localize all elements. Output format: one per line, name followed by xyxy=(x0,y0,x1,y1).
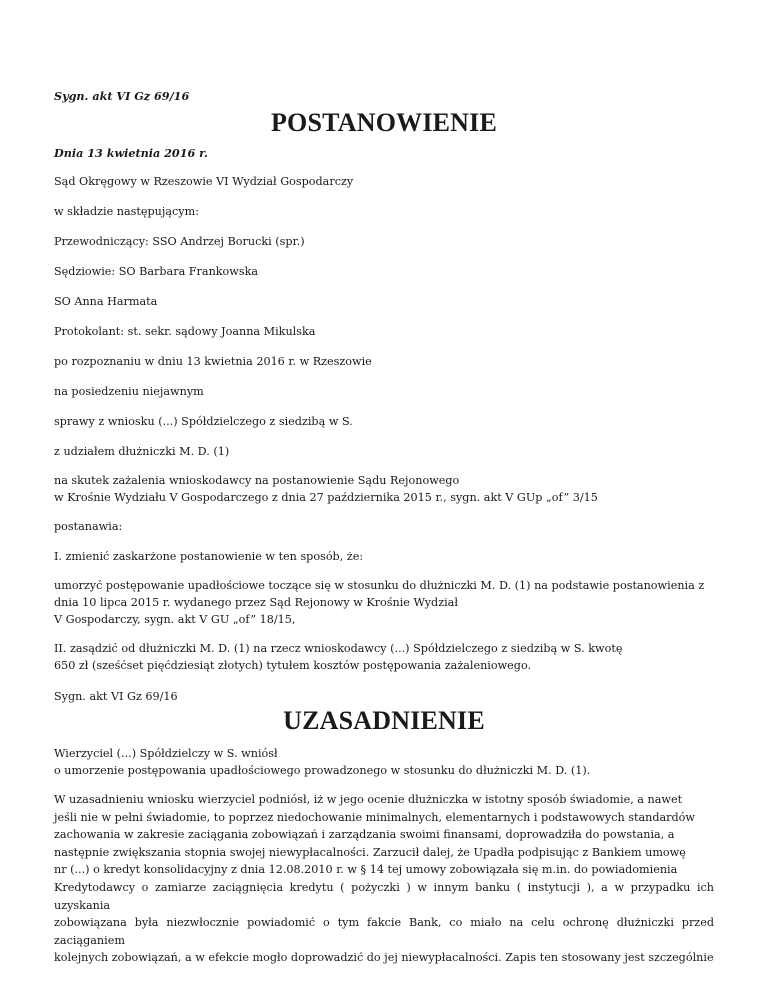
ruling-1-detail-line-3: V Gospodarczy, sygn. akt V GU „of” 18/15, xyxy=(54,613,296,626)
justification-title: UZASADNIENIE xyxy=(283,706,485,735)
decides-label: postanawia: xyxy=(54,520,123,533)
appeal-line-1: na skutek zażalenia wnioskodawcy na postanowienie Sądu Rejonowego xyxy=(54,474,460,487)
judge-second: SO Anna Harmata xyxy=(54,295,158,308)
justification-intro-line-2: o umorzenie postępowania upadłościowego prowadzonego w stosunku do dłużniczki M. D. (1). xyxy=(54,764,591,777)
paragraph-line: następnie zwiększania stopnia swojej niewypłacalności. Zarzucił dalej, że Upadła podpisując z Bankiem umowę xyxy=(54,845,686,859)
judges: Sędziowie: SO Barbara Frankowska xyxy=(54,265,259,278)
participant: z udziałem dłużniczki M. D. (1) xyxy=(54,445,230,458)
paragraph-line: kolejnych zobowiązań, a w efekcie mogło doprowadzić do jej niewypłacalności. Zapis ten stosowany jest szczególnie xyxy=(54,951,714,965)
ruling-1-detail-line-2: dnia 10 lipca 2015 r. wydanego przez Sąd Rejonowy w Krośnie Wydział xyxy=(54,596,458,609)
ruling-1: I. zmienić zaskarżone postanowienie w ten sposób, że: xyxy=(54,550,364,563)
ruling-2-line-2: 650 zł (sześćset pięćdziesiąt złotych) tytułem kosztów postępowania zażaleniowego. xyxy=(54,659,532,672)
presiding-judge: Przewodniczący: SSO Andrzej Borucki (spr.) xyxy=(54,235,305,248)
paragraph-line: W uzasadnieniu wniosku wierzyciel podniósł, iż w jego ocenie dłużniczka w istotny sposób świadomie, a nawet xyxy=(54,793,683,806)
justification-intro-line-1: Wierzyciel (...) Spółdzielczy w S. wniósł xyxy=(54,747,278,760)
justification-case-number: Sygn. akt VI Gz 69/16 xyxy=(54,690,178,703)
paragraph-line: Kredytodawcy o zamiarze zaciągnięcia kredytu ( pożyczki ) w innym banku ( instytucji ), a w przypadku ich uzyskania xyxy=(54,880,714,912)
justification-paragraph xyxy=(54,791,714,967)
ruling-1-detail-line-1: umorzyć postępowanie upadłościowe toczące się w stosunku do dłużniczki M. D. (1) na podstawie postanowienia z xyxy=(54,579,705,592)
paragraph-line: zobowiązana była niezwłocznie powiadomić o tym fakcie Bank, co miało na celu ochronę dłużniczki przed zaciąganiem xyxy=(54,916,714,947)
paragraph-line: nr (...) o kredyt konsolidacyjny z dnia 12.08.2010 r. w § 14 tej umowy zobowiązała się m.in. do powiadomienia xyxy=(54,863,678,877)
session-type: na posiedzeniu niejawnym xyxy=(54,385,204,398)
decision-date: Dnia 13 kwietnia 2016 r. xyxy=(54,146,208,160)
paragraph-line: jeśli nie w pełni świadomie, to poprzez niedochowanie minimalnych, elementarnych i podstawowych standardów xyxy=(54,810,695,824)
appeal-line-2: w Krośnie Wydziału V Gospodarczego z dnia 27 października 2015 r., sygn. akt V GUp „of” 3/15 xyxy=(54,491,598,504)
court-name: Sąd Okręgowy w Rzeszowie VI Wydział Gospodarczy xyxy=(54,175,354,188)
hearing-info: po rozpoznaniu w dniu 13 kwietnia 2016 r. w Rzeszowie xyxy=(54,355,372,368)
clerk: Protokolant: st. sekr. sądowy Joanna Mikulska xyxy=(54,325,316,338)
ruling-2-line-1: II. zasądzić od dłużniczki M. D. (1) na rzecz wnioskodawcy (...) Spółdzielczego z siedzibą w S. kwotę xyxy=(54,642,623,655)
case-number: Sygn. akt VI Gz 69/16 xyxy=(54,89,190,103)
document-title: POSTANOWIENIE xyxy=(270,108,498,137)
case-description: sprawy z wniosku (...) Spółdzielczego z siedzibą w S. xyxy=(54,415,353,428)
paragraph-line: zachowania w zakresie zaciągania zobowiązań i zarządzania swoimi finansami, doprowadziła do powstania, a xyxy=(54,828,675,842)
composition-intro: w składzie następującym: xyxy=(54,205,199,218)
